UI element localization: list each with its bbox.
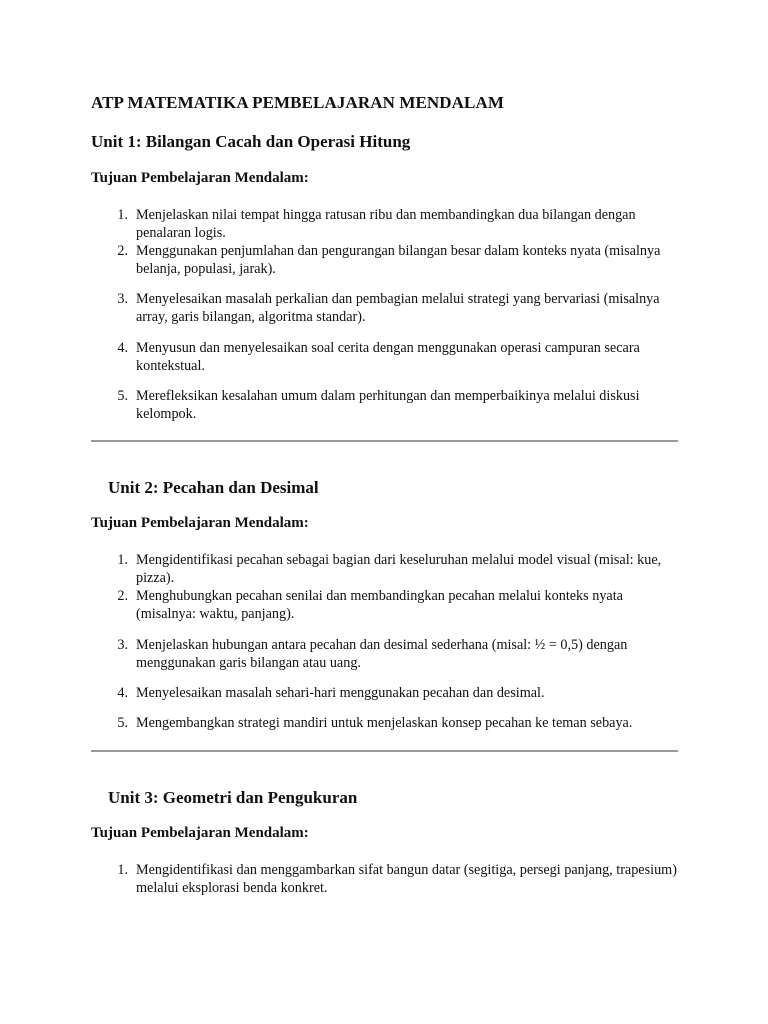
list-item (108, 587, 678, 623)
list-item-text: Menyusun dan menyelesaikan soal cerita dengan menggunakan operasi campuran secara kontekstual. (136, 340, 640, 374)
list-number: 3. (117, 291, 128, 307)
list-item-text: Mengembangkan strategi mandiri untuk menjelaskan konsep pecahan ke teman sebaya. (136, 715, 633, 731)
list-item (108, 636, 678, 672)
list-item (108, 206, 678, 242)
list-number: 3. (117, 637, 128, 653)
list-number: 4. (117, 685, 128, 701)
list-item (108, 387, 678, 423)
list-item-text: Menjelaskan nilai tempat hingga ratusan ribu dan membandingkan dua bilangan dengan penalaran logis. (136, 207, 636, 241)
list-item (108, 861, 678, 897)
unit-1-title: Unit 1: Bilangan Cacah dan Operasi Hitung (91, 132, 411, 151)
unit-2-subheading: Tujuan Pembelajaran Mendalam: (91, 515, 309, 531)
list-number: 4. (117, 340, 128, 356)
list-item (108, 551, 678, 587)
list-item-text: Menyelesaikan masalah perkalian dan pembagian melalui strategi yang bervariasi (misalnya array, garis bilangan, algoritma standar). (136, 291, 660, 325)
list-item (108, 714, 678, 732)
list-item-text: Merefleksikan kesalahan umum dalam perhitungan dan memperbaikinya melalui diskusi kelompok. (136, 388, 640, 422)
list-number: 5. (117, 388, 128, 404)
unit-3-title: Unit 3: Geometri dan Pengukuran (108, 788, 358, 807)
section-divider (91, 440, 678, 442)
list-item-text: Menggunakan penjumlahan dan pengurangan bilangan besar dalam konteks nyata (misalnya belanja, populasi, jarak). (136, 243, 661, 277)
unit-1-subheading: Tujuan Pembelajaran Mendalam: (91, 170, 309, 186)
list-item-text: Menyelesaikan masalah sehari-hari menggunakan pecahan dan desimal. (136, 685, 545, 701)
list-item (108, 339, 678, 375)
unit-2-title: Unit 2: Pecahan dan Desimal (108, 478, 319, 497)
document-title: ATP MATEMATIKA PEMBELAJARAN MENDALAM (91, 93, 505, 112)
list-item-text: Mengidentifikasi pecahan sebagai bagian dari keseluruhan melalui model visual (misal: kue, pizza). (136, 552, 662, 586)
list-number: 5. (117, 715, 128, 731)
list-item-text: Menghubungkan pecahan senilai dan membandingkan pecahan melalui konteks nyata (misalnya: waktu, panjang). (136, 588, 623, 622)
list-number: 1. (117, 207, 128, 223)
list-number: 2. (117, 243, 128, 259)
unit-3-subheading: Tujuan Pembelajaran Mendalam: (91, 825, 309, 841)
list-item (108, 290, 678, 326)
list-item (108, 684, 678, 702)
list-number: 2. (117, 588, 128, 604)
list-number: 1. (117, 552, 128, 568)
list-number: 1. (117, 862, 128, 878)
list-item-text: Menjelaskan hubungan antara pecahan dan desimal sederhana (misal: ½ = 0,5) dengan menggunakan garis bilangan atau uang. (136, 637, 628, 671)
list-item-text: Mengidentifikasi dan menggambarkan sifat bangun datar (segitiga, persegi panjang, trapesium) melalui eksplorasi benda konkret. (136, 862, 677, 896)
section-divider (91, 750, 678, 752)
list-item (108, 242, 678, 278)
